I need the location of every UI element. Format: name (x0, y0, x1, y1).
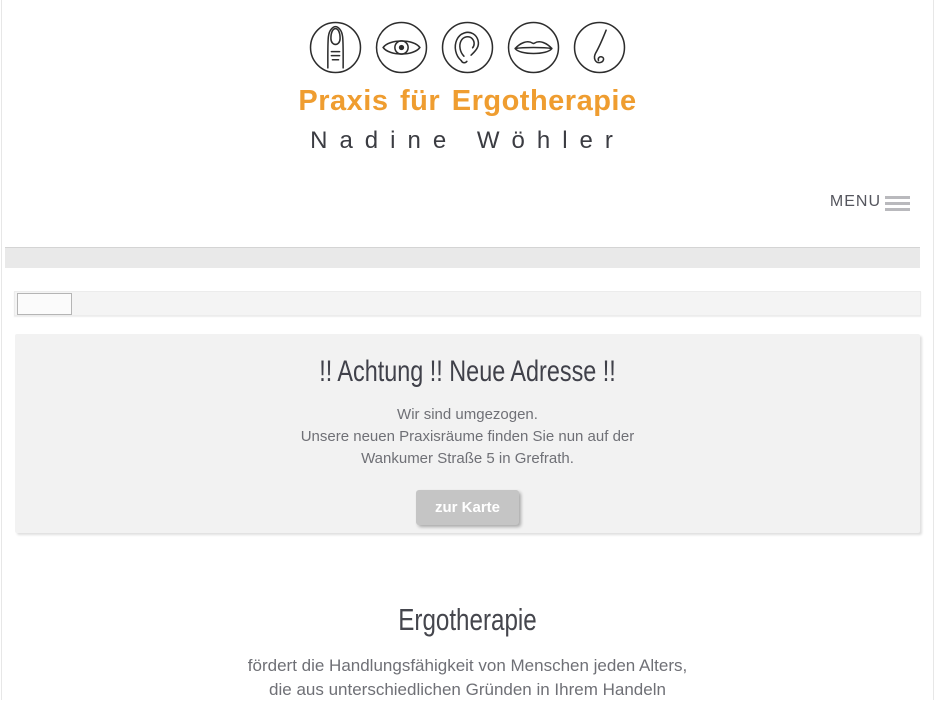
menu-label[interactable]: MENU (829, 193, 881, 210)
eye-icon (375, 21, 428, 74)
intro-section (0, 602, 935, 702)
finger-icon (309, 21, 362, 74)
nose-icon (573, 21, 626, 74)
ear-icon (441, 21, 494, 74)
zur-karte-button[interactable]: zur Karte (416, 490, 519, 525)
notice-line: Wankumer Straße 5 in Grefrath. (361, 450, 574, 467)
site-subtitle: Nadine Wöhler (310, 127, 625, 154)
empty-tab[interactable] (17, 293, 72, 315)
site-title: Praxis für Ergotherapie (298, 85, 637, 117)
address-notice-card (15, 334, 920, 533)
site-logo[interactable] (298, 0, 636, 155)
site-header (0, 0, 935, 155)
menu-toggle[interactable] (830, 193, 910, 211)
logo-sense-icons (298, 21, 636, 74)
intro-line: fördert die Handlungsfähigkeit von Menschen jeden Alters, (247, 656, 688, 675)
intro-line: die aus unterschiedlichen Gründen in Ihrem Handeln (269, 680, 666, 699)
tab-bar (14, 291, 921, 316)
intro-heading: Ergotherapie (398, 602, 537, 637)
mouth-icon (507, 21, 560, 74)
notice-line: Unsere neuen Praxisräume finden Sie nun auf der (300, 428, 635, 445)
notice-line: Wir sind umgezogen. (397, 406, 538, 423)
hamburger-icon[interactable] (885, 194, 910, 211)
divider-band (5, 247, 920, 268)
notice-heading: !! Achtung !! Neue Adresse !! (319, 355, 616, 388)
intro-text (0, 654, 935, 702)
notice-text (15, 404, 920, 470)
